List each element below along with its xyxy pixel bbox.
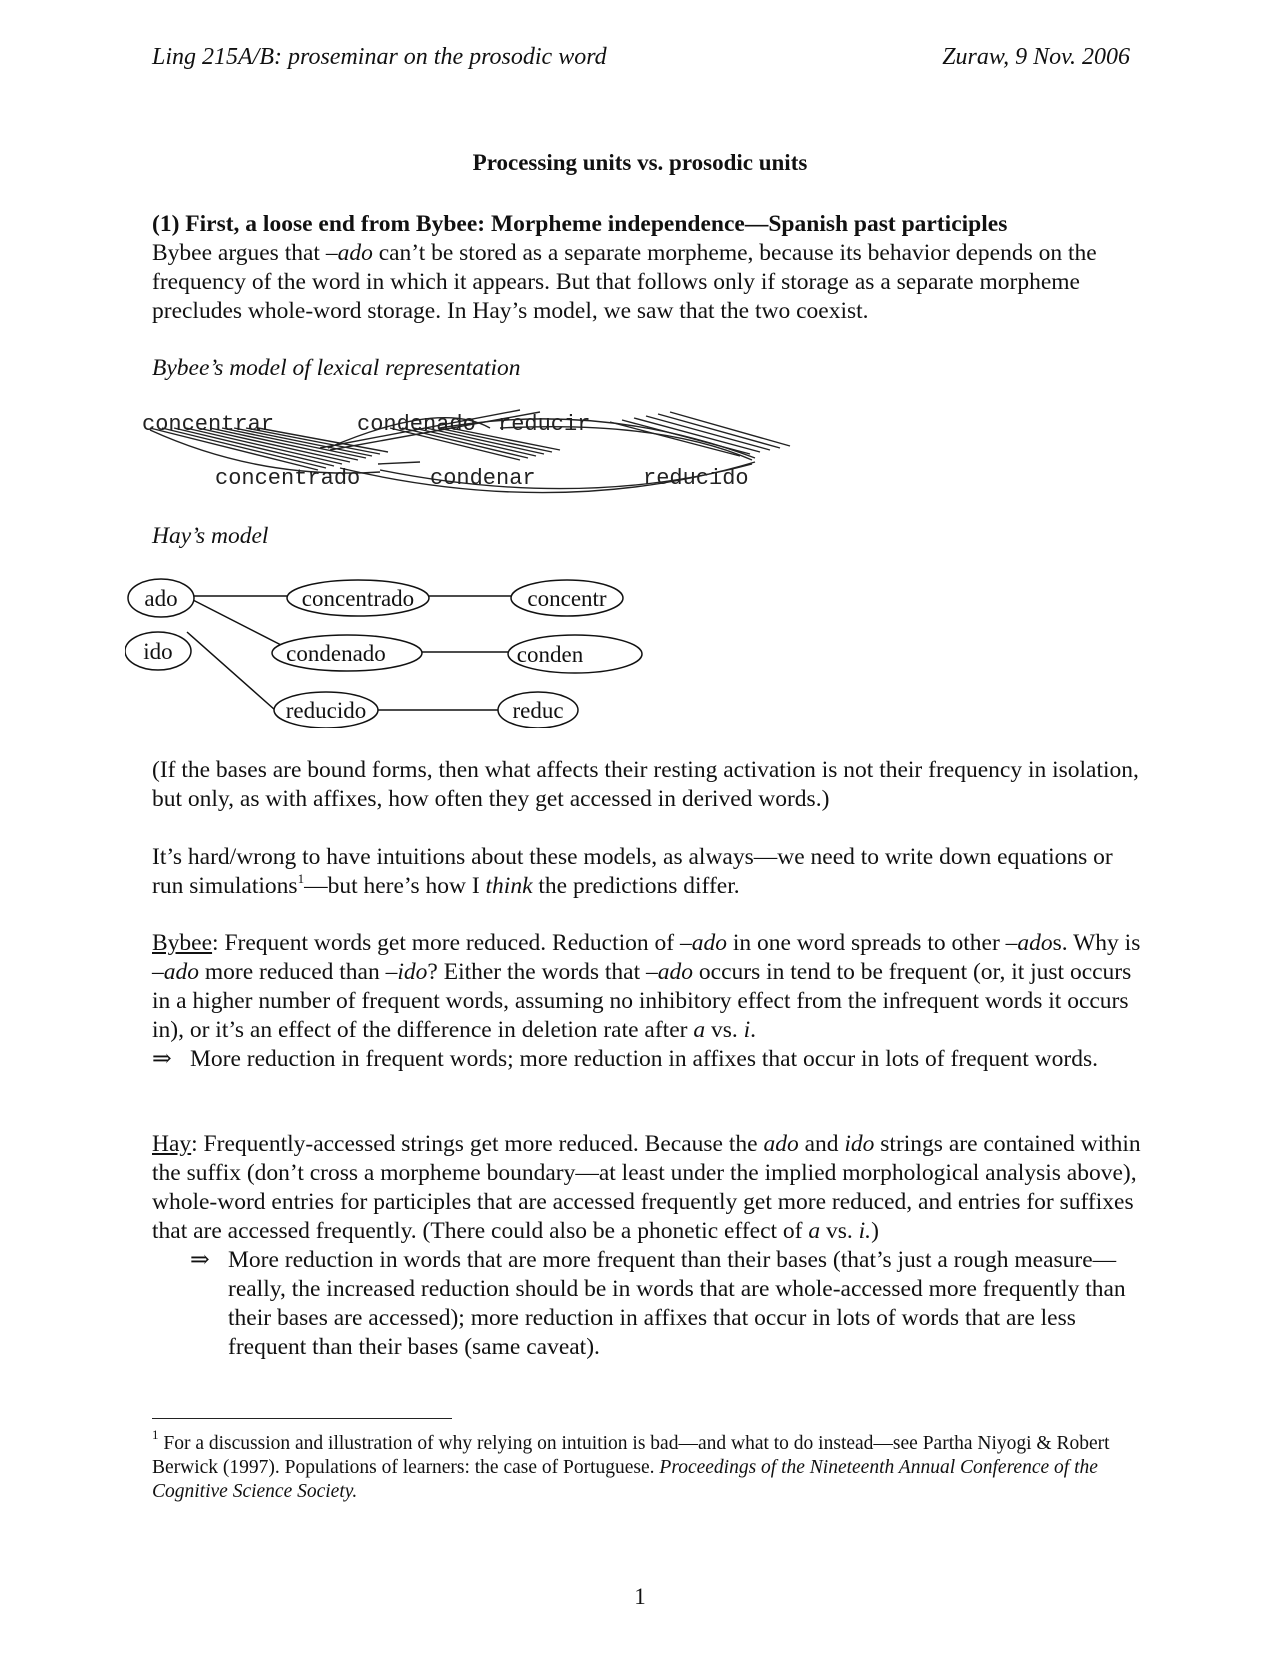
- section-1-body: Bybee argues that –ado can’t be stored as a separate morpheme, because its behavior depends on the frequency of the word in which it appears. But that follows only if storage as a separate morpheme precludes whole-word storage. In Hay’s model, we saw that the two coexist.: [152, 240, 1097, 324]
- section-1-heading: (1) First, a loose end from Bybee: Morpheme independence—Spanish past participles: [152, 211, 1008, 237]
- bybee-prediction: ⇒ More reduction in frequent words; more reduction in affixes that occur in lots of frequent words.: [152, 1046, 1098, 1072]
- hay-model-caption: Hay’s model: [152, 523, 269, 549]
- bybee-top-word-1: concentrar: [142, 412, 275, 437]
- running-header-right: Zuraw, 9 Nov. 2006: [942, 44, 1130, 70]
- footnote: $^1$ For a discussion and illustration of why relying on intuition is bad—and what to do instead—see Partha Niyogi & Robert Berwick (1997). Populations of learners: the case of Portuguese. Proceedings of the Nineteenth Annual Conference of the Cognitive Science Society.: [152, 1427, 1110, 1502]
- hay-label: Hay: [152, 1131, 192, 1157]
- hay-word-condenado: condenado: [286, 641, 386, 666]
- implies-arrow-icon: ⇒: [190, 1247, 210, 1273]
- bybee-model-caption: Bybee’s model of lexical representation: [152, 355, 521, 381]
- hay-word-reducido: reducido: [285, 698, 367, 723]
- footnote-ref[interactable]: 1: [297, 871, 305, 886]
- bybee-top-word-3: reducir: [498, 412, 591, 437]
- hay-base-reduc: reduc: [512, 698, 564, 723]
- implies-arrow-icon: ⇒: [152, 1046, 172, 1072]
- hay-base-concentr: concentr: [527, 586, 607, 611]
- hay-prediction: ⇒ More reduction in words that are more frequent than their bases (that’s just a rough measure—really, the increased reduction should be in words that are whole-accessed more frequently than their bases are accessed); more reduction in affixes that occur in lots of words that are less frequent than their bases (same caveat).: [190, 1247, 1126, 1360]
- page-title: Processing units vs. prosodic units: [472, 150, 808, 175]
- running-header-left: Ling 215A/B: proseminar on the prosodic word: [152, 44, 607, 70]
- hay-affix-ido: ido: [143, 639, 173, 664]
- bybee-model-diagram: [140, 400, 820, 515]
- hay-model-diagram: [125, 568, 665, 728]
- hay-affix-ado: ado: [144, 586, 178, 611]
- bybee-bottom-word-2: condenar: [430, 466, 536, 491]
- footnote-divider: [152, 1418, 452, 1419]
- page-number: 1: [634, 1584, 646, 1609]
- hay-word-concentrado: concentrado: [301, 586, 415, 611]
- hay-paragraph: Hay: Frequently-accessed strings get more reduced. Because the ado and ido strings are contained within the suffix (don’t cross a morpheme boundary—at least under the implied morphological analysis above), whole-word entries for participles that are accessed frequently get more reduced, and entries for suffixes that are accessed frequently. (There could also be a phonetic effect of a vs. i.) ⇒ More reduction in words that are more frequent than their bases (that’s just a rough measure—really, the increased reduction should be in words that are whole-accessed more frequently than their bases are accessed); more reduction in affixes that occur in lots of words that are less frequent than their bases (same caveat).: [152, 1131, 1141, 1360]
- hay-base-conden: conden: [516, 642, 584, 667]
- bybee-label: Bybee: [152, 930, 213, 956]
- bybee-top-word-2: condenado: [357, 412, 476, 437]
- bases-paragraph: (If the bases are bound forms, then what affects their resting activation is not their frequency in isolation, but only, as with affixes, how often they get accessed in derived words.): [152, 757, 1139, 812]
- section-1: [152, 210, 1142, 326]
- bybee-bottom-word-1: concentrado: [215, 466, 361, 491]
- intuitions-paragraph: It’s hard/wrong to have intuitions about these models, as always—we need to write down equations or run simulations$^1$—but here’s how I think the predictions differ.: [152, 844, 1113, 899]
- bybee-bottom-word-3: reducido: [643, 466, 749, 491]
- bybee-paragraph: Bybee: Frequent words get more reduced. Reduction of –ado in one word spreads to other –ados. Why is –ado more reduced than –ido? Either the words that –ado occurs in tend to be frequent (or, it just occurs in a higher number of frequent words, assuming no inhibitory effect from the infrequent words it occurs in), or it’s an effect of the difference in deletion rate after a vs. i. ⇒ More reduction in frequent words; more reduction in affixes that occur in lots of frequent words.: [152, 930, 1141, 1072]
